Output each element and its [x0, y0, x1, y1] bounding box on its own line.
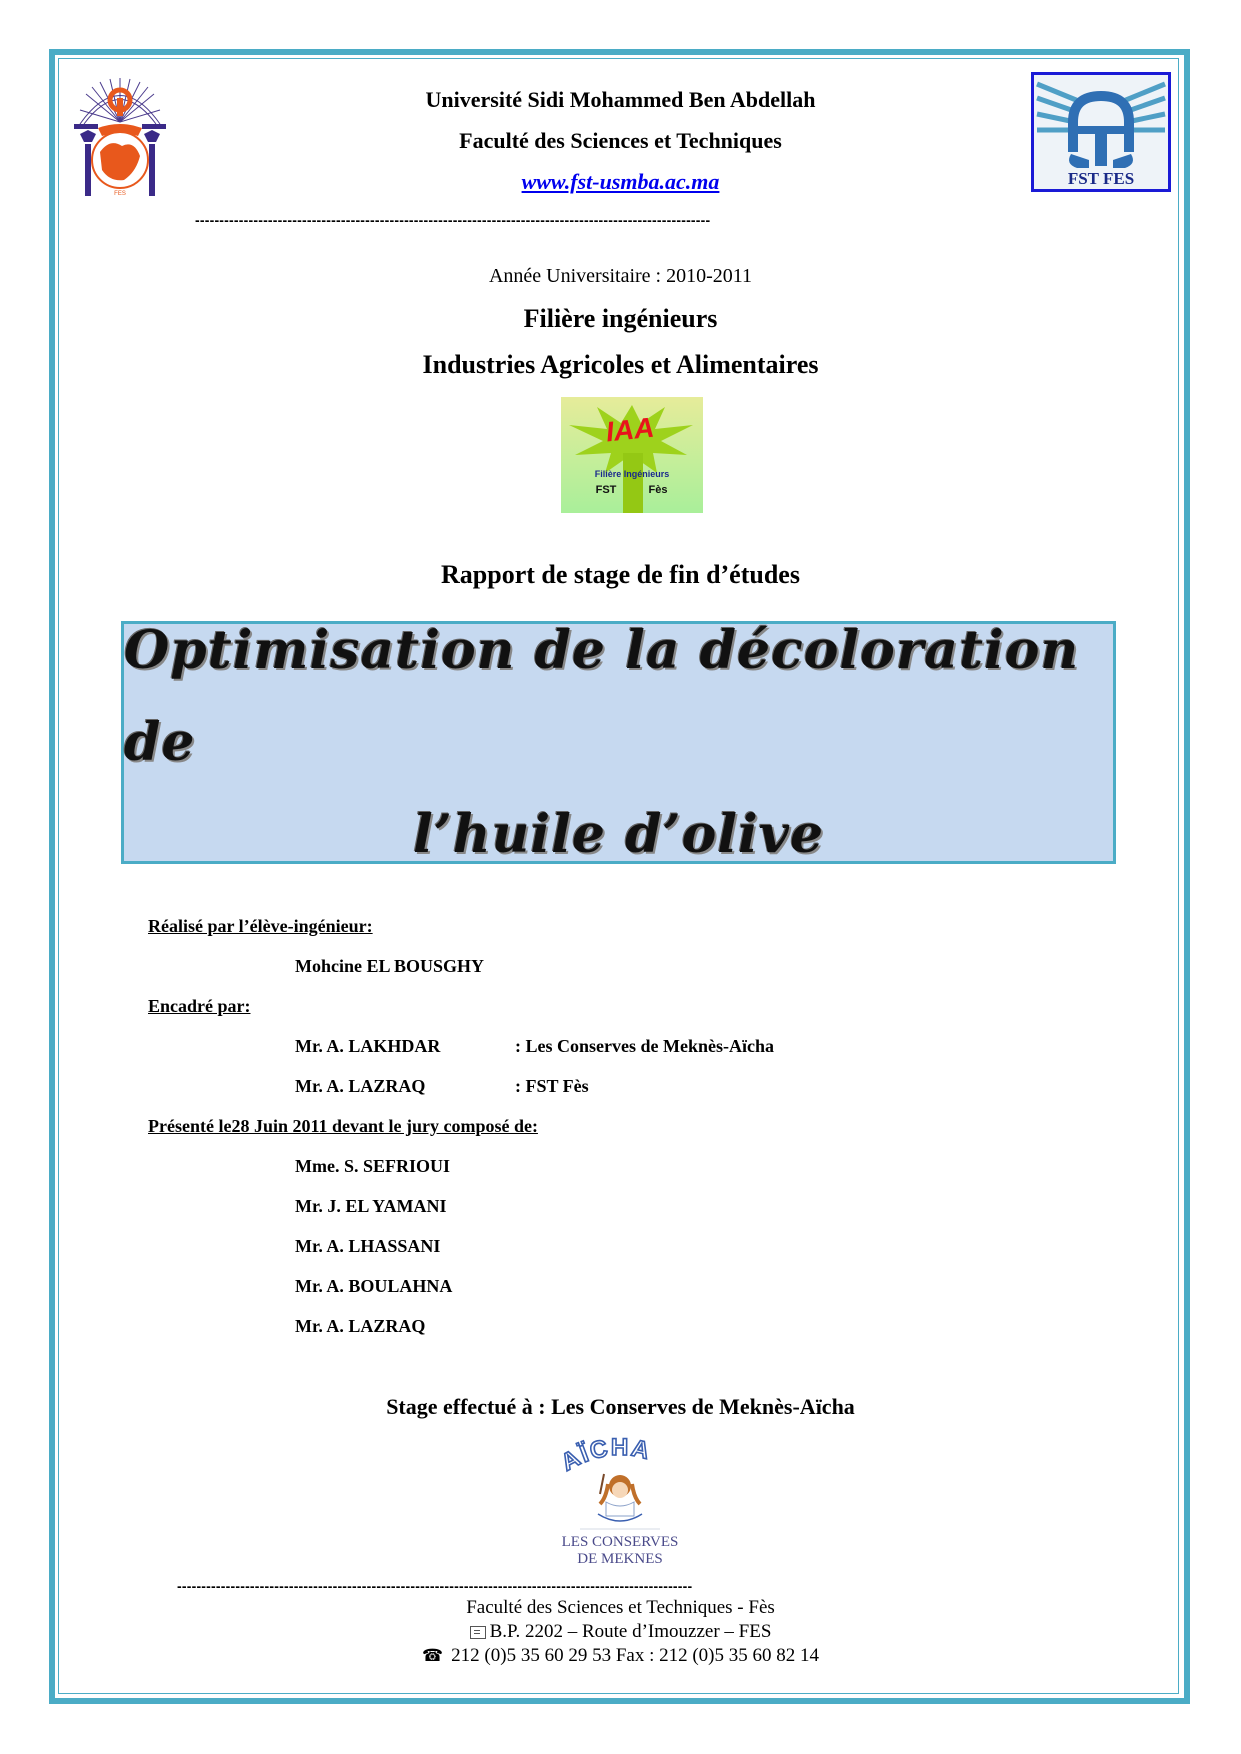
svg-text:FST: FST [595, 484, 617, 496]
report-title-box [121, 621, 1116, 864]
academic-year: Année Universitaire : 2010-2011 [488, 265, 753, 287]
faculty-name: Faculté des Sciences et Techniques [459, 128, 782, 153]
svg-text:LES CONSERVES: LES CONSERVES [561, 1534, 679, 1550]
aicha-logo [540, 1436, 700, 1566]
phone-icon: ☎ [421, 1646, 444, 1666]
report-title-line1: Optimisation de la décoloration de [124, 619, 1080, 773]
jury-label: Présenté le28 Juin 2011 devant le jury composé de: [148, 1116, 538, 1136]
supervisor-name: Mr. A. LAZRAQ [295, 1076, 426, 1096]
svg-text:DE MEKNES: DE MEKNES [577, 1551, 663, 1566]
svg-text:FES: FES [114, 191, 126, 197]
iaa-logo [561, 397, 703, 513]
report-title-line2: l’huile d’olive [412, 803, 825, 865]
svg-text:Fès: Fès [648, 484, 668, 496]
internship-location: Stage effectué à : Les Conserves de Meknès-Aïcha [386, 1394, 855, 1419]
footer-separator: ---------------------------------------------------------------------------------------------------------- [177, 1578, 693, 1594]
supervisors-label: Encadré par: [148, 996, 251, 1016]
footer-faculty: Faculté des Sciences et Techniques - Fès [466, 1597, 775, 1618]
svg-text:Filière Ingénieurs: Filière Ingénieurs [594, 469, 670, 479]
jury-member: Mr. A. BOULAHNA [295, 1276, 453, 1296]
author-name: Mohcine EL BOUSGHY [295, 956, 485, 976]
website-link[interactable]: www.fst-usmba.ac.ma [521, 169, 720, 194]
track-title: Filière ingénieurs [523, 304, 718, 333]
specialty-title: Industries Agricoles et Alimentaires [422, 350, 819, 379]
jury-member: Mr. J. EL YAMANI [295, 1196, 447, 1216]
svg-text:IAA: IAA [604, 411, 656, 448]
svg-text:FST FES: FST FES [1067, 169, 1135, 188]
svg-text:AÏCHA: AÏCHA [556, 1436, 654, 1477]
university-name: Université Sidi Mohammed Ben Abdellah [425, 87, 816, 112]
header-separator: ---------------------------------------------------------------------------------------------------------- [195, 212, 711, 228]
jury-member: Mr. A. LHASSANI [295, 1236, 441, 1256]
report-type: Rapport de stage de fin d’études [441, 560, 800, 589]
jury-member: Mme. S. SEFRIOUI [295, 1156, 451, 1176]
footer-address: B.P. 2202 – Route d’Imouzzer – FES [0, 1620, 1241, 1644]
supervisor-affiliation: : FST Fès [515, 1076, 589, 1096]
author-label: Réalisé par l’élève-ingénieur: [148, 916, 373, 936]
footer-phone: ☎ 212 (0)5 35 60 29 53 Fax : 212 (0)5 35 60 82 14 [421, 1645, 820, 1666]
supervisor-affiliation: : Les Conserves de Meknès-Aïcha [515, 1036, 774, 1056]
jury-member: Mr. A. LAZRAQ [295, 1316, 426, 1336]
supervisor-name: Mr. A. LAKHDAR [295, 1036, 441, 1056]
envelope-icon [470, 1626, 486, 1639]
